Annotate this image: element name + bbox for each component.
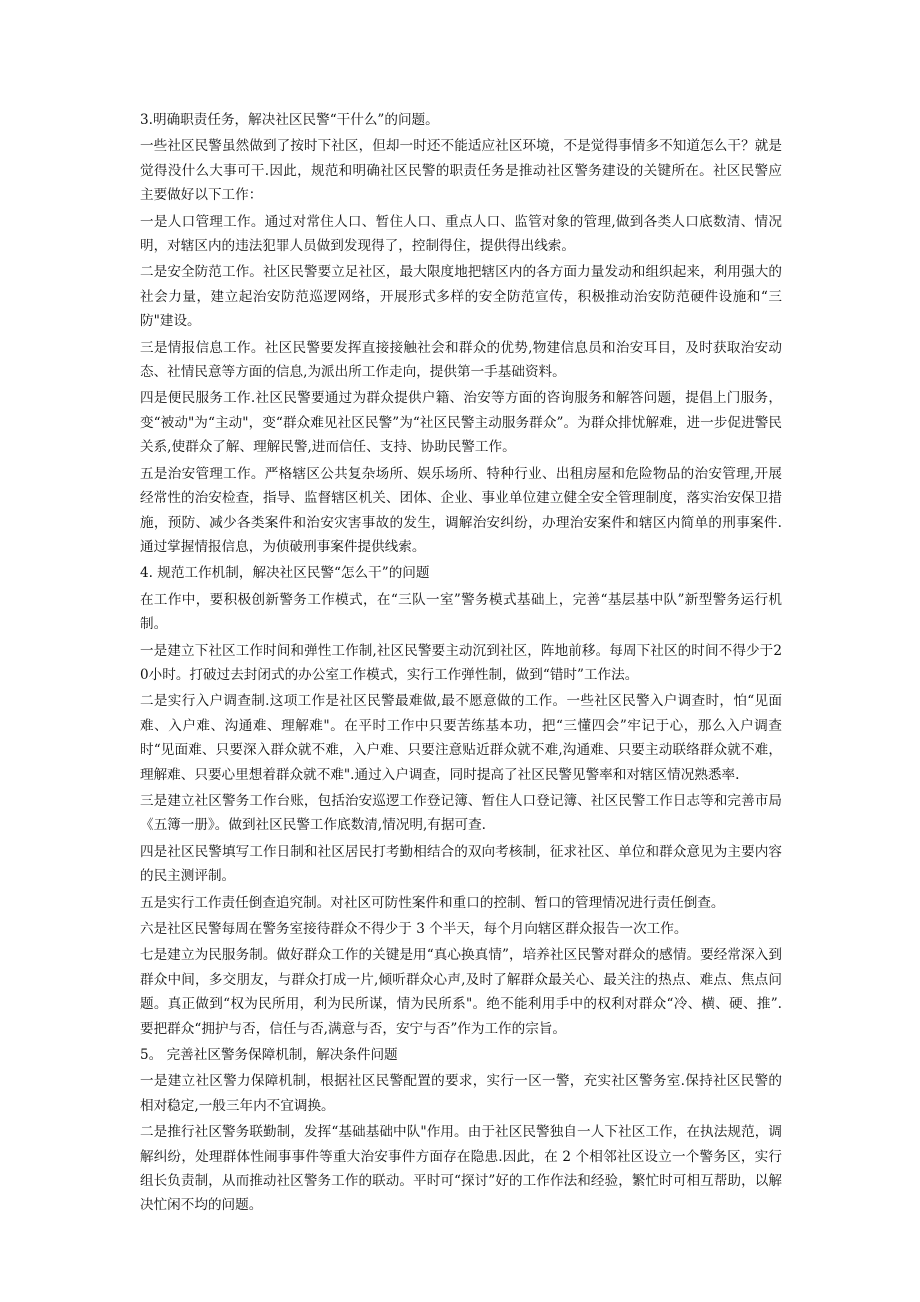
section-heading-4: 4. 规范工作机制，解决社区民警“怎么干”的问题 xyxy=(140,565,430,582)
paragraph: 六是社区民警每周在警务室接待群众不得少于 3 个半天，每个月向辖区群众报告一次工作。 xyxy=(140,921,688,937)
paragraph: 在工作中，要积极创新警务工作模式，在“三队一室”警务模式基础上，完善“基层基中队”新型警务运行机制。 xyxy=(140,591,782,633)
paragraph: 二是安全防范工作。社区民警要立足社区，最大限度地把辖区内的各方面力量发动和组织起来，利用强大的社会力量，建立起治安防范巡逻网络，开展形式多样的安全防范宣传，积极推动治安防范硬件设施和“三防"建设。 xyxy=(140,264,782,330)
section-heading-5: 5。 完善社区警务保障机制，解决条件问题 xyxy=(140,1047,398,1064)
paragraph: 五是治安管理工作。严格辖区公共复杂场所、娱乐场所、特种行业、出租房屋和危险物品的治安管理,开展经常性的治安检查，指导、监督辖区机关、团体、企业、事业单位建立健全安全管理制度，落实治安保卫措施，预防、减少各类案件和治安灾害事故的发生，调解治安纠纷，办理治安案件和辖区内简单的刑事案件.通过掌握情报信息，为侦破刑事案件提供线索。 xyxy=(140,465,782,555)
paragraph: 一是建立下社区工作时间和弹性工作制,社区民警要主动沉到社区，阵地前移。每周下社区的时间不得少于20小时。打破过去封闭式的办公室工作模式，实行工作弹性制，做到“错时”工作法。 xyxy=(140,642,782,683)
paragraph: 一是人口管理工作。通过对常住人口、暂住人口、重点人口、监管对象的管理,做到各类人口底数清、情况明，对辖区内的违法犯罪人员做到发现得了，控制得住，提供得出线索。 xyxy=(140,213,782,255)
document-body xyxy=(140,108,782,1220)
paragraph: 一些社区民警虽然做到了按时下社区，但却一时还不能适应社区环境，不是觉得事情多不知道怎么干？就是觉得没什么大事可干.因此，规范和明确社区民警的职责任务是推动社区警务建设的关键所在。社区民警应主要做好以下工作： xyxy=(140,138,782,204)
paragraph: 三是情报信息工作。社区民警要发挥直接接触社会和群众的优势,物建信息员和治安耳目，及时获取治安动态、社情民意等方面的信息,为派出所工作走向，提供第一手基础资料。 xyxy=(140,339,782,381)
paragraph: 七是建立为民服务制。做好群众工作的关键是用“真心换真情”，培养社区民警对群众的感情。要经常深入到群众中间，多交朋友，与群众打成一片,倾听群众心声,及时了解群众最关心、最关注的热点、难点、焦点问题。真正做到“权为民所用，利为民所谋，情为民所系"。绝不能利用手中的权利对群众“冷、横、硬、推”.要把群众“拥护与否，信任与否,满意与否，安宁与否”作为工作的宗旨。 xyxy=(140,947,782,1037)
paragraph: 二是实行入户调查制.这项工作是社区民警最难做,最不愿意做的工作。一些社区民警入户调查时，怕“见面难、入户难、沟通难、理解难"。在平时工作中只要苦练基本功，把“三懂四会”牢记于心，那么入户调查时“见面难、只要深入群众就不难，入户难、只要注意贴近群众就不难,沟通难、只要主动联络群众就不难，理解难、只要心里想着群众就不难".通过入户调查，同时提高了社区民警见警率和对辖区情况熟悉率. xyxy=(140,693,782,783)
paragraph: 一是建立社区警力保障机制，根据社区民警配置的要求，实行一区一警，充实社区警务室.保持社区民警的相对稳定,一般三年内不宜调换。 xyxy=(140,1073,782,1114)
paragraph: 三是建立社区警务工作台账，包括治安巡逻工作登记簿、暂住人口登记簿、社区民警工作日志等和完善市局《五簿一册》。做到社区民警工作底数清,情况明,有据可查. xyxy=(140,792,782,834)
section-heading-3: 3.明确职责任务，解决社区民警“干什么”的问题。 xyxy=(140,112,439,128)
paragraph: 四是便民服务工作.社区民警要通过为群众提供户籍、治安等方面的咨询服务和解答问题，提倡上门服务，变“被动"为“主动"，变“群众难见社区民警”为“社区民警主动服务群众”。为群众排忧解难，进一步促进警民关系,使群众了解、理解民警,进而信任、支持、协助民警工作。 xyxy=(140,390,782,456)
paragraph: 五是实行工作责任倒查追究制。对社区可防性案件和重口的控制、暂口的管理情况进行责任倒查。 xyxy=(140,894,725,911)
paragraph: 二是推行社区警务联勤制，发挥“基础基础中队"作用。由于社区民警独自一人下社区工作，在执法规范，调解纠纷，处理群体性闹事事件等重大治安事件方面存在隐患.因此，在 2 个相邻社区设立一个警务区，实行组长负责制，从而推动社区警务工作的联动。平时可“探讨”好的工作作法和经验，繁忙时可相互帮助，以解决忙闲不均的问题。 xyxy=(140,1124,782,1214)
paragraph: 四是社区民警填写工作日制和社区居民打考勤相结合的双向考核制，征求社区、单位和群众意见为主要内容的民主测评制。 xyxy=(140,843,782,885)
